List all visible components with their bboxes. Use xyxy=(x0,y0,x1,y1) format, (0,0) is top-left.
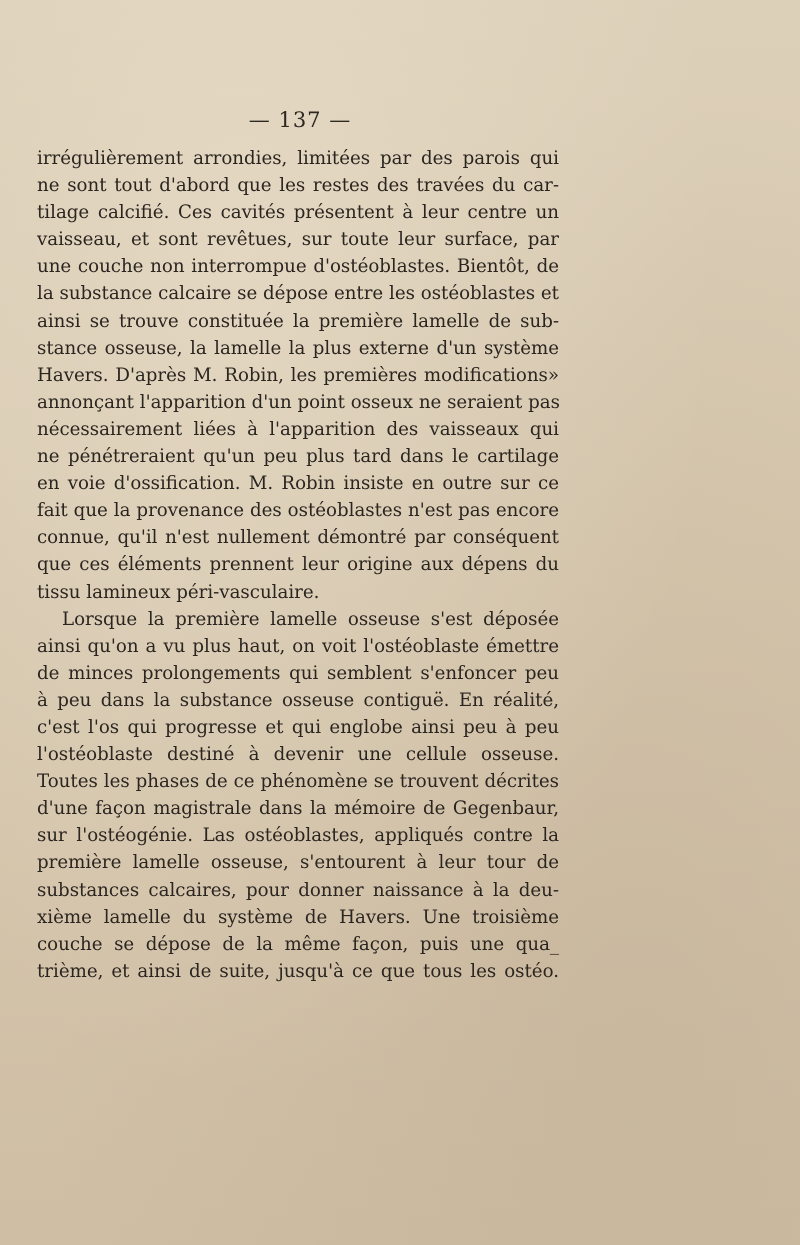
text-line: ne pénétreraient qu'un peu plus tard dans le cartilage xyxy=(37,446,559,468)
text-line: d'une façon magistrale dans la mémoire de Gegenbaur, xyxy=(37,798,559,820)
text-line: Havers. D'après M. Robin, les premières modifications» xyxy=(37,364,559,386)
text-line: Toutes les phases de ce phénomène se trouvent décrites xyxy=(37,771,559,793)
text-line: tilage calcifié. Ces cavités présentent à leur centre un xyxy=(37,202,559,224)
paragraph-end-line: tissu lamineux péri-vasculaire. xyxy=(37,581,320,603)
text-line: première lamelle osseuse, s'entourent à leur tour de xyxy=(37,852,559,874)
text-line: à peu dans la substance osseuse contiguë. En réalité, xyxy=(37,689,559,711)
text-line: une couche non interrompue d'ostéoblastes. Bientôt, de xyxy=(37,256,559,278)
text-line: fait que la provenance des ostéoblastes n'est pas encore xyxy=(37,500,559,522)
text-line: ne sont tout d'abord que les restes des travées du car- xyxy=(37,175,559,197)
text-line: irrégulièrement arrondies, limitées par des parois qui xyxy=(37,148,559,169)
text-line: ainsi qu'on a vu plus haut, on voit l'ostéoblaste émettre xyxy=(37,635,559,657)
text-line: c'est l'os qui progresse et qui englobe ainsi peu à peu xyxy=(37,716,559,738)
text-line: ainsi se trouve constituée la première lamelle de sub- xyxy=(37,310,559,332)
text-line: nécessairement liées à l'apparition des vaisseaux qui xyxy=(37,418,559,440)
text-line: sur l'ostéogénie. Las ostéoblastes, appliqués contre la xyxy=(37,825,559,847)
body-text xyxy=(37,145,559,985)
text-line: annonçant l'apparition d'un point osseux ne seraient pas xyxy=(37,391,560,413)
text-line: stance osseuse, la lamelle la plus externe d'un système xyxy=(37,337,559,359)
text-line: la substance calcaire se dépose entre les ostéoblastes et xyxy=(37,283,559,305)
text-line: couche se dépose de la même façon, puis une qua_ xyxy=(37,933,559,955)
text-line: trième, et ainsi de suite, jusqu'à ce que tous les ostéo. xyxy=(37,960,559,982)
paragraph-start-line: Lorsque la première lamelle osseuse s'est déposée xyxy=(62,608,559,630)
text-line: substances calcaires, pour donner naissance à la deu- xyxy=(37,879,559,901)
text-line: en voie d'ossification. M. Robin insiste en outre sur ce xyxy=(37,473,559,495)
page-number: — 137 — xyxy=(248,108,352,132)
text-line: vaisseau, et sont revêtues, sur toute leur surface, par xyxy=(37,229,559,251)
text-line: connue, qu'il n'est nullement démontré par conséquent xyxy=(37,527,559,549)
text-line: l'ostéoblaste destiné à devenir une cellule osseuse. xyxy=(37,744,559,766)
text-line: xième lamelle du système de Havers. Une troisième xyxy=(37,906,559,928)
text-line: que ces éléments prennent leur origine aux dépens du xyxy=(37,554,559,576)
text-line: de minces prolongements qui semblent s'enfoncer peu xyxy=(37,662,559,684)
